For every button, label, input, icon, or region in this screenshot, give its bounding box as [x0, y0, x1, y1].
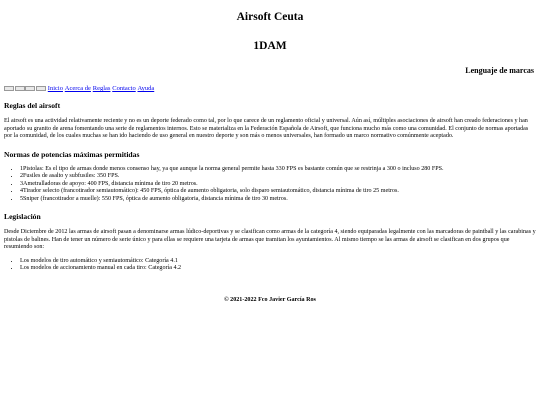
footer-copyright: © 2021-2022 Fco Javier García Ros [224, 296, 316, 303]
site-title: Airsoft Ceuta [236, 11, 304, 23]
nav-link-inicio[interactable]: Inicio [47, 85, 63, 92]
nav-link-contacto[interactable]: Contacto [112, 85, 136, 92]
nav-link-reglas[interactable]: Reglas [92, 85, 111, 92]
list-item: • Los modelos de tiro automático y semiautomático: Categoría 4.1 [20, 258, 536, 266]
broken-image-icon [36, 86, 46, 91]
list-item: • 4Tirador selecto (francotirador semiautomático): 450 FPS, óptica de aumento obligatoria, solo disparo semiautomático, distancia mínima de tiro 25 metros. [20, 188, 536, 196]
section-heading-potencias: Normas de potencias máximas permitidas [4, 149, 140, 159]
site-subtitle: 1DAM [253, 40, 287, 52]
nav-bar [4, 84, 536, 93]
section-text-reglas: El airsoft es una actividad relativamente reciente y no es un deporte federado como tal, por lo que carece de un reglamento oficial y universal. Aún así, múltiples asociaciones de airsoft han creado federaciones y han aportado su granito de arena fomentando una serie de reglamentos internos. Esto se materializa en la Federación Española de Airsoft, que funciona mucho más como una comunidad. El conjunto de normas aportadas por la comunidad, de los cuales muchas se han ido haciendo de uso general en nuestro deporte y son más o menos universales, han formado un marco normativo comúnmente aceptado. [4, 118, 529, 139]
list-item: • 3Ametralladoras de apoyo: 400 FPS, distancia mínima de tiro 20 metros. [20, 181, 536, 189]
section-text-legislacion: Desde Diciembre de 2012 las armas de airsoft pasan a denominarse armas lúdico-deportivas y se clasifican como armas de la categoría 4, siendo equiparadas legalmente con las marcadoras de paintball y las carabinas y pistolas de balines. Han de tener un número de serie único y para ellas se requiere una tarjeta de armas que tramitan los ayuntamientos. Al mismo tiempo se las armas de airsoft se clasifican en dos grupos que resumiendo son: [4, 229, 536, 250]
broken-image-icon [25, 86, 35, 91]
course-label: Lenguaje de marcas [465, 66, 534, 75]
nav-link-acerca[interactable]: Acerca de [64, 85, 91, 92]
potencias-list [4, 166, 536, 204]
broken-image-icon [4, 86, 14, 91]
legislacion-list [4, 258, 536, 273]
list-item: • Los modelos de accionamiento manual en cada tiro: Categoría 4.2 [20, 265, 536, 273]
nav-link-ayuda[interactable]: Ayuda [137, 85, 155, 92]
list-item: • 1Pistolas: Es el tipo de armas donde menos consenso hay, ya que aunque la norma general permite hasta 330 FPS es bastante común que se restrinja a 300 o incluso 280 FPS. [20, 166, 536, 174]
list-item: • 5Sniper (francotirador a muelle): 550 FPS, óptica de aumento obligatoria, distancia mínima de tiro 30 metros. [20, 196, 536, 204]
section-heading-reglas: Reglas del airsoft [4, 101, 61, 110]
section-heading-legislacion: Legislación [4, 212, 41, 221]
list-item: • 2Fusiles de asalto y subfusiles: 350 FPS. [20, 173, 536, 181]
page [0, 10, 540, 303]
broken-image-icon [15, 86, 25, 91]
